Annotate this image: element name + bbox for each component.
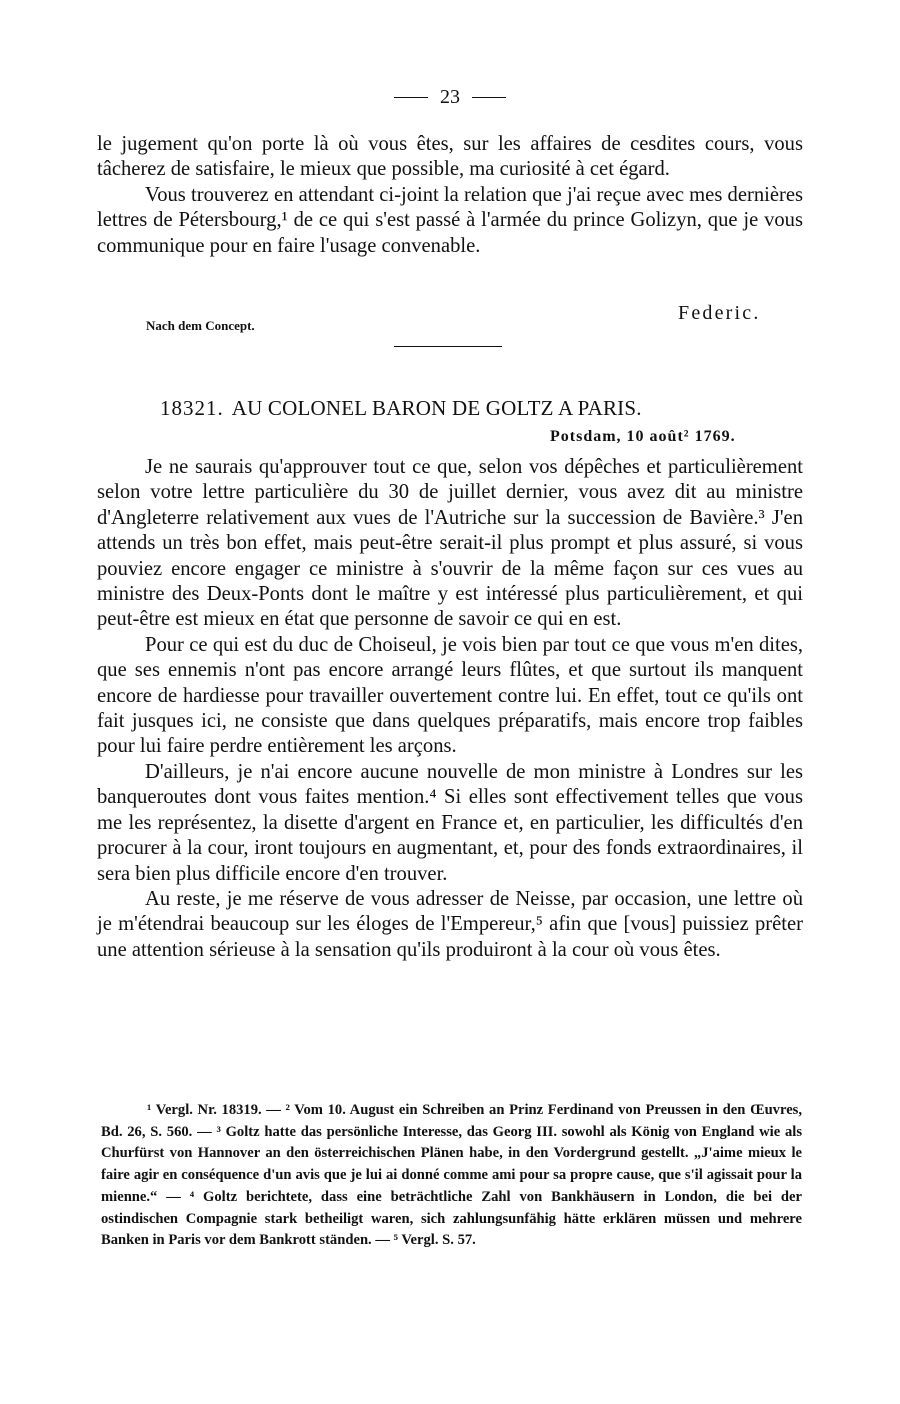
page-header (0, 86, 900, 109)
signature: Federic. (678, 302, 761, 324)
paragraph: D'ailleurs, je n'ai encore aucune nouvelle de mon ministre à Londres sur les banqueroutes dont vous faites mention.⁴ Si elles sont effectivement telles que vous me les représentez, la disette d'argent en France et, en particulier, les difficultés d'en procurer à la cour, iront toujours en augmentant, et, pour des fonds extraordinaires, il sera bien plus difficile encore d'en trouver. (97, 760, 803, 885)
letter-heading (160, 396, 642, 421)
source-note: Nach dem Concept. (146, 318, 255, 333)
letter-number: 18321. (160, 396, 224, 420)
footnote-text: ¹ Vergl. Nr. 18319. — ² Vom 10. August ein Schreiben an Prinz Ferdinand von Preussen in den Œuvres, Bd. 26, S. 560. — ³ Goltz hatte das persönliche Interesse, das Georg III. sowohl als König von England wie als Churfürst von Hannover an den österreichischen Plänen habe, in den Vordergrund gestellt. „J'aime mieux le faire agir en conséquence d'un avis que je lui ai donné comme ami pour sa propre cause, que s'il agissait pour la mienne.“ — ⁴ Goltz berichtete, dass eine beträchtliche Zahl von Bankhäusern in London, die bei der ostindischen Compagnie stark betheiligt waren, sich zahlungsunfähig hätte erklären müssen und mehrere Banken in Paris vor dem Bankrott ständen. — ⁵ Vergl. S. 57. (101, 1102, 802, 1249)
paragraph: Je ne saurais qu'approuver tout ce que, selon vos dépêches et particulièrement selon votre lettre particulière du 30 de juillet dernier, vous avez dit au ministre d'Angleterre relativement aux vues de l'Autriche sur la succession de Bavière.³ J'en attends un très bon effet, mais peut-être serait-il plus prompt et plus assuré, si vous pouviez encore engager ce ministre à s'ouvrir de la même façon sur ces vues au ministre des Deux-Ponts dont le maître y est intéressé plus particulièrement, et qui peut-être est mieux en état que personne de savoir ce qui en est. (97, 456, 803, 631)
header-dash-right (472, 97, 506, 98)
dateline: Potsdam, 10 août² 1769. (550, 428, 736, 445)
paragraph: le jugement qu'on porte là où vous êtes, sur les affaires de cesdites cours, vous tâcherez de satisfaire, le mieux que possible, ma curiosité à cet égard. (97, 133, 803, 181)
footnotes (101, 1100, 802, 1252)
letter-body (97, 455, 803, 963)
page-number: 23 (440, 86, 460, 108)
paragraph: Au reste, je me réserve de vous adresser de Neisse, par occasion, une lettre où je m'étendrai beaucoup sur les éloges de l'Empereur,⁵ afin que [vous] puissiez prêter une attention sérieuse à la sensation qu'ils produiront à la cour où vous êtes. (97, 887, 803, 961)
paragraph: Vous trouverez en attendant ci-joint la relation que j'ai reçue avec mes dernières lettres de Pétersbourg,¹ de ce qui s'est passé à l'armée du prince Golizyn, que je vous communique pour en faire l'usage convenable. (97, 183, 803, 257)
header-dash-left (394, 97, 428, 98)
letter-title: AU COLONEL BARON DE GOLTZ A PARIS. (231, 396, 642, 420)
section-divider (394, 346, 502, 347)
paragraph: Pour ce qui est du duc de Choiseul, je vois bien par tout ce que vous m'en dites, que ses ennemis n'ont pas encore arrangé leurs flûtes, et que surtout ils manquent encore de hardiesse pour travailler ouvertement contre lui. En effet, tout ce qu'ils ont fait jusques ici, ne consiste que dans quelques préparatifs, mais encore trop faibles pour lui faire perdre entièrement les arçons. (97, 633, 803, 758)
opening-letter-text (97, 132, 803, 259)
